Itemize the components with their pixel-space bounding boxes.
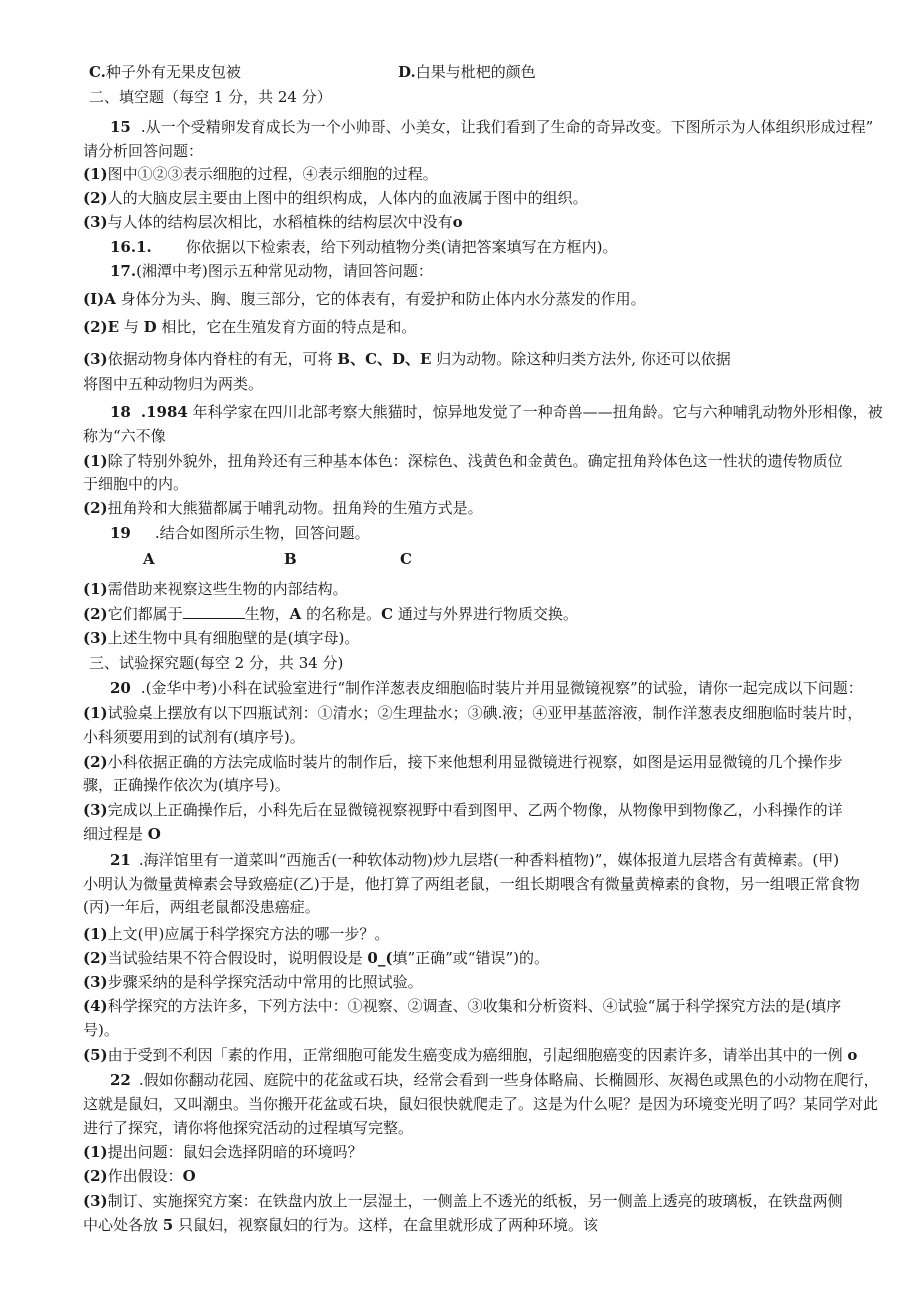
q15-sub3: (3)与人体的结构层次相比，水稻植株的结构层次中没有o	[83, 213, 463, 231]
q22-sub3-cont: 中心处各放 5 只鼠妇，视察鼠妇的行为。这样，在盒里就形成了两种环境。该	[83, 1216, 598, 1234]
q22-sub3: (3)制订、实施探究方案：在铁盘内放上一层湿土，一侧盖上不透光的纸板，另一侧盖上透亮的玻璃板，在铁盘两侧	[83, 1192, 843, 1210]
option-c: C.种子外有无果皮包被	[89, 63, 241, 81]
q18-sub1: (1)除了特别外貌外，扭角羚还有三种基本体色：深棕色、浅黄色和金黄色。确定扭角羚体色这一性状的遗传物质位	[83, 452, 843, 470]
q20-sub1-cont: 小科须要用到的试剂有(填序号)。	[83, 728, 305, 746]
q20-sub3-cont: 细过程是 O	[83, 825, 161, 843]
q20-sub1: (1)试验桌上摆放有以下四瓶试剂：①清水；②生理盐水；③碘.液；④亚甲基蓝溶液，制作洋葱表皮细胞临时装片时，	[83, 704, 863, 722]
figure-label-a: A	[143, 550, 155, 568]
q15-sub2: (2)人的大脑皮层主要由上图中的组织构成，人体内的血液属于图中的组织。	[83, 189, 588, 207]
q22-intro-line3: 进行了探究，请你将他探究活动的过程填写完整。	[83, 1119, 414, 1137]
q20-intro: 20 .(金华中考)小科在试验室进行“制作洋葱表皮细胞临时装片并用显微镜视察”的试验，请你一起完成以下问题：	[110, 679, 863, 697]
q21-sub2: (2)当试验结果不符合假设时，说明假设是 0_(填”正确”或“错误”)的。	[83, 949, 549, 967]
q15-intro: 15 .从一个受精卵发育成长为一个小帅哥、小美女，让我们看到了生命的奇异改变。下图所示为人体组织形成过程”	[110, 118, 874, 136]
section-2-title: 二、填空题（每空 1 分，共 24 分）	[89, 88, 332, 106]
q21-intro-line3: (丙)一年后，两组老鼠都没患癌症。	[83, 898, 320, 916]
q17-sub3: (3)依据动物身体内脊柱的有无，可将 B、C、D、E 归为动物。除这种归类方法外, 你还可以依据	[83, 350, 731, 368]
q17-sub3-cont: 将图中五种动物归为两类。	[83, 375, 264, 393]
q16: 16.1. 你依据以下检索表，给下列动植物分类(请把答案填写在方框内)。	[110, 238, 618, 256]
q17-sub2: (2)E 与 D 相比，它在生殖发育方面的特点是和。	[83, 318, 417, 336]
q21-intro: 21 .海洋馆里有一道菜叫“西施舌(一种软体动物)炒九层塔(一种香料植物)”，媒体报道九层塔含有黄樟素。(甲)	[110, 851, 840, 869]
q19-sub1: (1)需借助来视察这些生物的内部结构。	[83, 580, 348, 598]
q22-sub1: (1)提出问题：鼠妇会选择阴暗的环境吗？	[83, 1143, 363, 1161]
q20-sub2-cont: 骤，正确操作依次为(填序号)。	[83, 776, 290, 794]
answer-blank	[183, 604, 245, 619]
q19: 19 .结合如图所示生物，回答问题。	[110, 524, 370, 542]
q21-sub1: (1)上文(甲)应属于科学探究方法的哪一步？。	[83, 925, 390, 943]
section-3-title: 三、试验探究题(每空 2 分，共 34 分)	[89, 654, 344, 672]
q21-sub5: (5)由于受到不利因「素的作用，正常细胞可能发生癌变成为癌细胞，引起细胞癌变的因素许多，请举出其中的一例 o	[83, 1046, 858, 1064]
q20-sub3: (3)完成以上正确操作后，小科先后在显微镜视察视野中看到图甲、乙两个物像，从物像甲到物像乙，小科操作的详	[83, 801, 843, 819]
q17-sub1: (I)A 身体分为头、胸、腹三部分，它的体表有，有爱护和防止体内水分蒸发的作用。	[83, 290, 646, 308]
q18-sub1-cont: 于细胞中的内。	[83, 475, 189, 493]
q22-sub2: (2)作出假设：O	[83, 1167, 196, 1185]
figure-label-b: B	[284, 550, 297, 568]
q21-sub4-cont: 号)。	[83, 1021, 119, 1039]
q22-intro-line2: 这就是鼠妇，又叫潮虫。当你搬开花盆或石块，鼠妇很快就爬走了。这是为什么呢？是因为环境变光明了吗？某同学对此	[83, 1095, 879, 1113]
figure-label-c: C	[400, 550, 412, 568]
q15-intro-cont: 请分析回答问题：	[83, 142, 204, 160]
q19-sub2: (2)它们都属于 生物，A 的名称是。C 通过与外界进行物质交换。	[83, 605, 578, 623]
q22-intro: 22 .假如你翻动花园、庭院中的花盆或石块，经常会看到一些身体略扁、长椭圆形、灰褐色或黑色的小动物在爬行，	[110, 1071, 879, 1089]
q15-sub1: (1)图中①②③表示细胞的过程，④表示细胞的过程。	[83, 165, 438, 183]
q18-sub2: (2)扭角羚和大熊猫都属于哺乳动物。扭角羚的生殖方式是。	[83, 499, 483, 517]
q18-intro: 18 .1984 年科学家在四川北部考察大熊猫时，惊异地发觉了一种奇兽——扭角龄。它与六种哺乳动物外形相像，被	[110, 403, 883, 421]
q21-sub3: (3)步骤采纳的是科学探究活动中常用的比照试验。	[83, 973, 423, 991]
q20-sub2: (2)小科依据正确的方法完成临时装片的制作后，接下来他想利用显微镜进行视察，如图是运用显微镜的几个操作步	[83, 753, 843, 771]
q18-intro-cont: 称为“六不像	[83, 427, 166, 445]
q17: 17.(湘潭中考)图示五种常见动物，请回答问题：	[110, 262, 433, 280]
q21-intro-line2: 小明认为微量黄樟素会导致癌症(乙)于是，他打算了两组老鼠，一组长期喂含有微量黄樟素的食物，另一组喂正常食物	[83, 875, 860, 893]
q21-sub4: (4)科学探究的方法许多，下列方法中：①视察、②调查、③收集和分析资料、④试验“属于科学探究方法的是(填序	[83, 997, 842, 1015]
option-d: D.白果与枇杷的颜色	[398, 63, 536, 81]
q19-sub3: (3)上述生物中具有细胞壁的是(填字母)。	[83, 629, 360, 647]
